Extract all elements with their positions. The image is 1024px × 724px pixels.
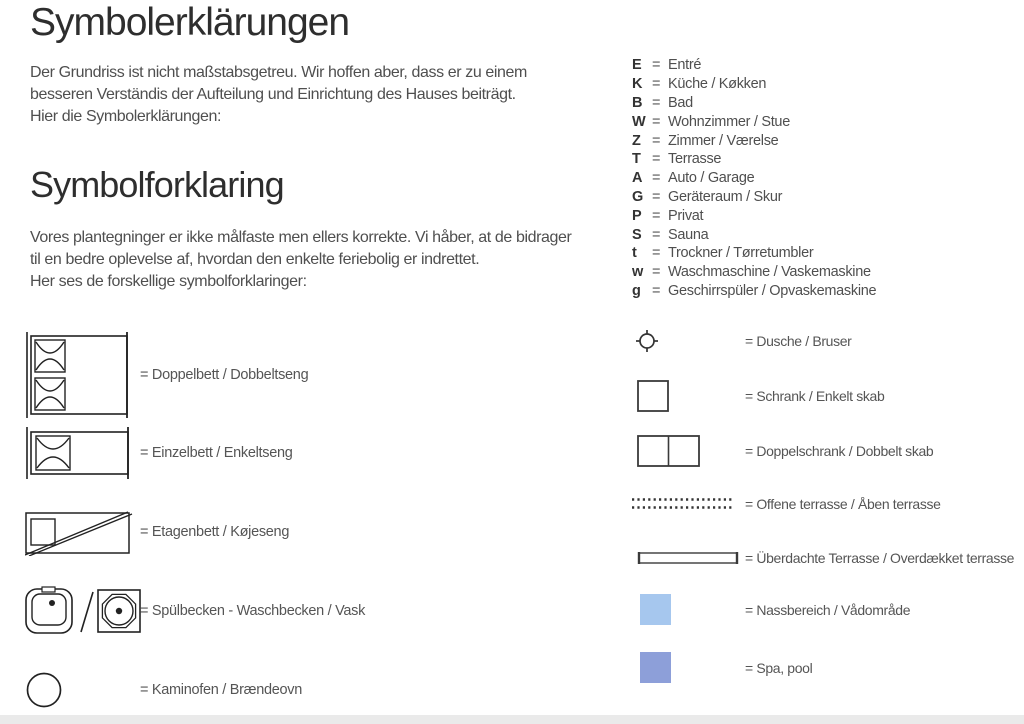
equals-sign: = (652, 170, 661, 187)
open-terrace-icon (632, 497, 732, 511)
abbreviation-row (632, 263, 876, 282)
wood-stove-icon (25, 671, 63, 709)
abbreviation-label: Bad (668, 94, 693, 111)
intro-de-line-3: Hier die Symbolerklärungen: (30, 108, 222, 125)
abbreviation-key: g (632, 282, 641, 299)
equals-sign: = (652, 151, 661, 168)
equals-sign: = (652, 226, 661, 243)
legend-row-wood-stove (25, 671, 585, 709)
abbreviation-row (632, 75, 876, 94)
legend-label: = Doppelschrank / Dobbelt skab (745, 443, 934, 459)
abbreviation-row (632, 244, 876, 263)
abbreviation-key: T (632, 151, 641, 168)
legend-row-covered-terrace (632, 551, 1024, 565)
abbreviation-key: E (632, 57, 642, 74)
legend-label: = Spülbecken - Waschbecken / Vask (140, 603, 366, 619)
equals-sign: = (652, 113, 661, 130)
abbreviation-key: B (632, 94, 643, 111)
abbreviation-key: w (632, 264, 643, 281)
equals-sign: = (652, 57, 661, 74)
abbreviation-key: P (632, 207, 642, 224)
legend-row-single-wardrobe (632, 380, 1024, 412)
legend-row-open-terrace (632, 497, 1024, 511)
legend-label: = Dusche / Bruser (745, 333, 852, 349)
abbreviation-row (632, 282, 876, 301)
abbreviation-label: Auto / Garage (668, 170, 755, 187)
legend-label: = Einzelbett / Enkeltseng (140, 445, 293, 461)
equals-sign: = (652, 132, 661, 149)
intro-paragraph-danish (30, 227, 571, 293)
spa-pool-icon (640, 652, 671, 683)
abbreviation-list (632, 56, 876, 300)
legend-label: = Überdachte Terrasse / Overdækket terrasse (745, 550, 1015, 566)
abbreviation-row (632, 225, 876, 244)
abbreviation-row (632, 150, 876, 169)
abbreviation-label: Geräteraum / Skur (668, 188, 783, 205)
equals-sign: = (652, 207, 661, 224)
legend-label: = Kaminofen / Brændeovn (140, 682, 302, 698)
wet-area-icon (640, 594, 671, 625)
legend-row-bunk-bed (25, 508, 585, 556)
legend-row-wet-area (632, 594, 1024, 625)
equals-sign: = (652, 94, 661, 111)
intro-de-line-2: besseren Verständis der Aufteilung und Einrichtung des Hauses beiträgt. (30, 86, 516, 103)
equals-sign: = (652, 282, 661, 299)
sink-washbasin-icon (25, 584, 141, 638)
covered-terrace-icon (637, 551, 739, 565)
intro-de-line-1: Der Grundriss ist nicht maßstabsgetreu. Wir hoffen aber, dass er zu einem (30, 64, 527, 81)
shower-icon (634, 328, 660, 354)
legend-label: = Spa, pool (745, 659, 813, 676)
abbreviation-key: G (632, 188, 643, 205)
abbreviation-label: Sauna (668, 226, 709, 243)
abbreviation-row (632, 169, 876, 188)
legend-label: = Schrank / Enkelt skab (745, 388, 885, 404)
equals-sign: = (652, 245, 661, 262)
abbreviation-key: A (632, 170, 643, 187)
abbreviation-key: t (632, 245, 637, 262)
double-bed-icon (25, 332, 131, 418)
double-wardrobe-icon (637, 435, 700, 467)
abbreviation-label: Küche / Køkken (668, 76, 767, 93)
equals-sign: = (652, 188, 661, 205)
page-title-german: Symbolerklärungen (30, 1, 350, 44)
legend-row-double-bed (25, 332, 585, 418)
legend-label: = Offene terrasse / Åben terrasse (745, 496, 941, 512)
abbreviation-row (632, 112, 876, 131)
page-bottom-edge (0, 715, 1024, 724)
abbreviation-key: W (632, 113, 646, 130)
bunk-bed-icon (25, 508, 133, 556)
abbreviation-row (632, 131, 876, 150)
single-bed-icon (25, 427, 133, 479)
abbreviation-label: Privat (668, 207, 704, 224)
abbreviation-label: Entré (668, 57, 702, 74)
abbreviation-row (632, 206, 876, 225)
abbreviation-key: K (632, 76, 643, 93)
abbreviation-row (632, 56, 876, 75)
single-wardrobe-icon (637, 380, 669, 412)
abbreviation-label: Wohnzimmer / Stue (668, 113, 790, 130)
abbreviation-label: Geschirrspüler / Opvaskemaskine (668, 282, 877, 299)
intro-da-line-1: Vores plantegninger er ikke målfaste men ellers korrekte. Vi håber, at de bidrager (30, 229, 572, 246)
abbreviation-key: Z (632, 132, 641, 149)
legend-row-shower (632, 328, 1024, 354)
intro-da-line-3: Her ses de forskellige symbolforklaringer: (30, 273, 307, 290)
legend-row-sink (25, 584, 585, 638)
equals-sign: = (652, 76, 661, 93)
legend-row-spa-pool (632, 652, 1024, 683)
equals-sign: = (652, 264, 661, 281)
legend-row-double-wardrobe (632, 435, 1024, 467)
legend-label: = Doppelbett / Dobbeltseng (140, 367, 309, 383)
legend-label: = Etagenbett / Køjeseng (140, 524, 290, 540)
intro-paragraph-german (30, 62, 527, 128)
abbreviation-label: Terrasse (668, 151, 722, 168)
abbreviation-label: Zimmer / Værelse (668, 132, 779, 149)
abbreviation-row (632, 188, 876, 207)
legend-row-single-bed (25, 427, 585, 479)
legend-label: = Nassbereich / Vådområde (745, 601, 911, 618)
abbreviation-key: S (632, 226, 642, 243)
abbreviation-label: Waschmaschine / Vaskemaskine (668, 264, 871, 281)
intro-da-line-2: til en bedre oplevelse af, hvordan den enkelte feriebolig er indrettet. (30, 251, 480, 268)
abbreviation-row (632, 94, 876, 113)
page-title-danish: Symbolforklaring (30, 164, 284, 205)
abbreviation-label: Trockner / Tørretumbler (668, 245, 814, 262)
